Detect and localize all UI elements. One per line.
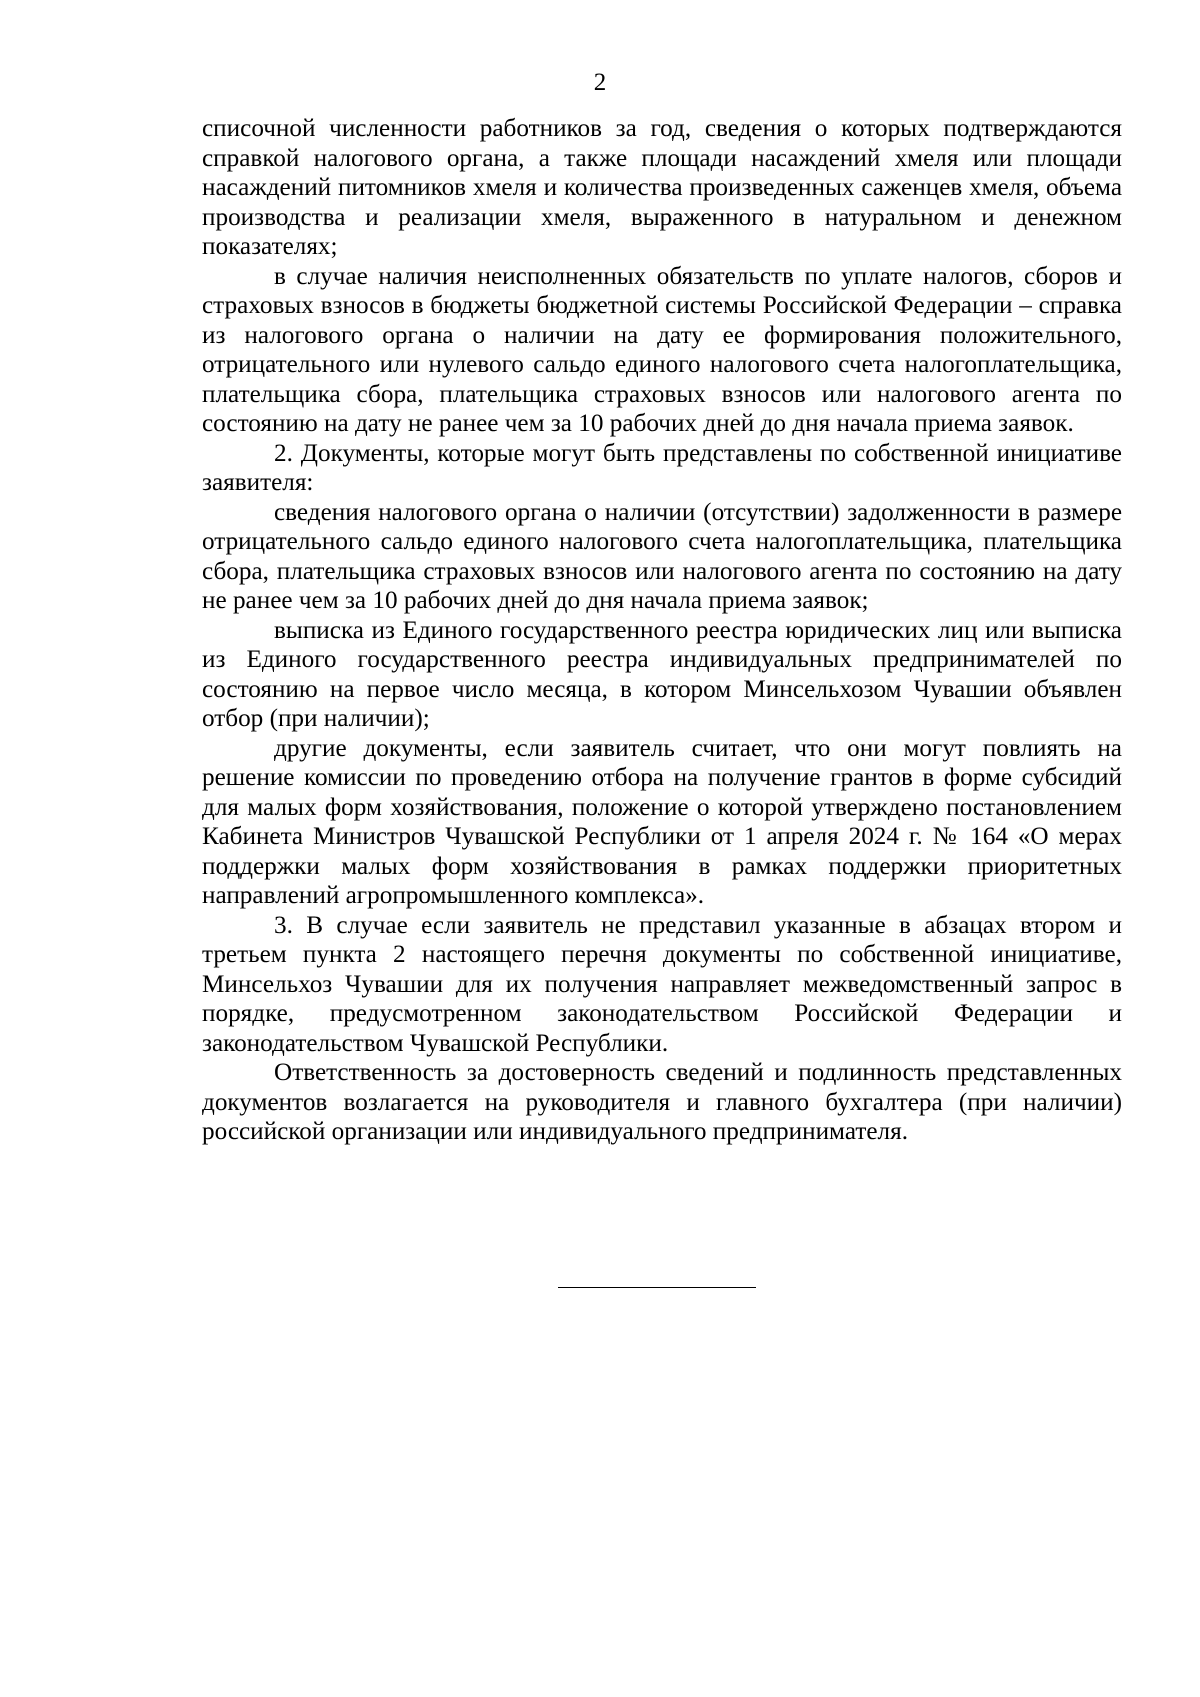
- paragraph-tax-certificate: в случае наличия неисполненных обязательств по уплате налогов, сборов и страховых взносов в бюджеты бюджетной системы Российской Федерации – справка из налогового органа о наличии на дату ее формирования положительного, отрицательного или нулевого сальдо единого налогового счета налогоплательщика, плательщика сбора, плательщика страховых взносов или налогового агента по состоянию на дату не ранее чем за 10 рабочих дней до дня начала приема заявок.: [202, 262, 1122, 437]
- paragraph-item-2: 2. Документы, которые могут быть представлены по собственной инициативе заявителя:: [202, 439, 1122, 496]
- paragraph-continuation: списочной численности работников за год, сведения о которых подтверждаются справкой налогового органа, а также площади насаждений хмеля или площади насаждений питомников хмеля и количества произведенных саженцев хмеля, объема производства и реализации хмеля, выраженного в натуральном и денежном показателях;: [202, 115, 1122, 260]
- paragraph-responsibility: Ответственность за достоверность сведений и подлинность представленных документов возлагается на руководителя и главного бухгалтера (при наличии) российской организации или индивидуального предпринимателя.: [202, 1059, 1122, 1145]
- paragraph-item-3: 3. В случае если заявитель не представил указанные в абзацах втором и третьем пункта 2 настоящего перечня документы по собственной инициативе, Минсельхоз Чувашии для их получения направляет межведомственный запрос в порядке, предусмотренном законодательством Российской Федерации и законодательством Чувашской Республики.: [202, 911, 1122, 1057]
- paragraph-tax-debt-info: сведения налогового органа о наличии (отсутствии) задолженности в размере отрицательного сальдо единого налогового счета налогоплательщика, плательщика сбора, плательщика страховых взносов или налогового агента по состоянию на дату не ранее чем за 10 рабочих дней до дня начала приема заявок;: [202, 498, 1122, 614]
- document-body: [202, 114, 1122, 1147]
- page-number: 2: [593, 69, 607, 96]
- paragraph-other-documents: другие документы, если заявитель считает, что они могут повлиять на решение комиссии по проведению отбора на получение грантов в форме субсидий для малых форм хозяйствования, положение о которой утверждено постановлением Кабинета Министров Чувашской Республики от 1 апреля 2024 г. № 164 «О мерах поддержки малых форм хозяйствования в рамках поддержки приоритетных направлений агропромышленного комплекса».: [202, 734, 1122, 909]
- paragraph-registry-extract: выписка из Единого государственного реестра юридических лиц или выписка из Единого государственного реестра индивидуальных предпринимателей по состоянию на первое число месяца, в котором Минсельхозом Чувашии объявлен отбор (при наличии);: [202, 616, 1122, 732]
- end-of-document-line: [558, 1287, 756, 1288]
